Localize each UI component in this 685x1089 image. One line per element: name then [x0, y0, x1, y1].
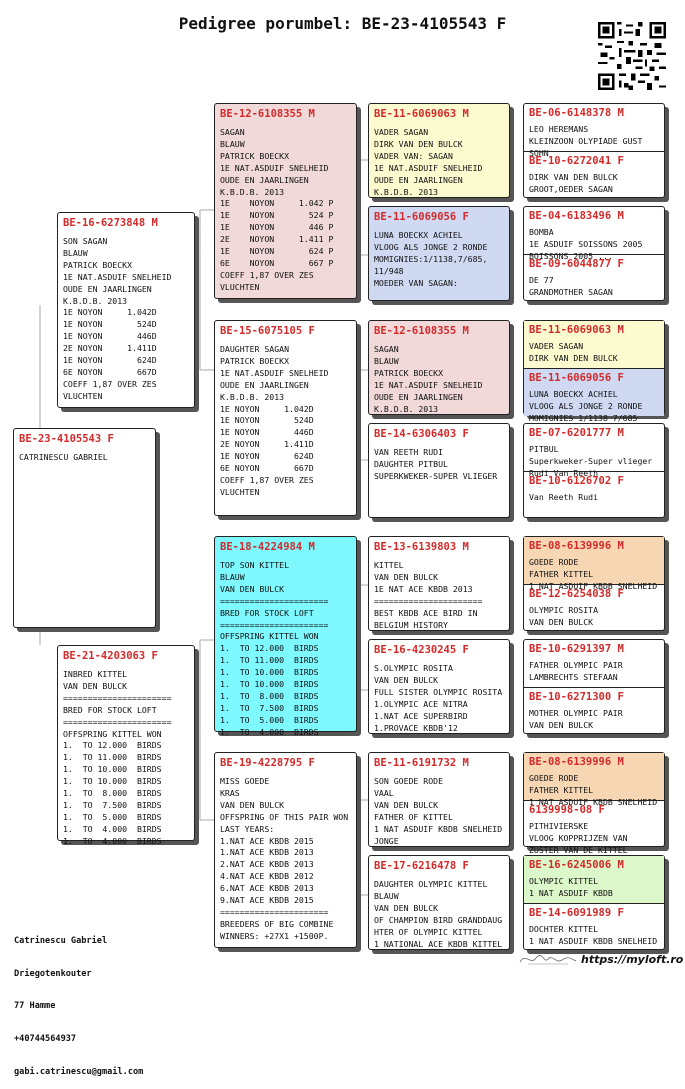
card-line: 4.NAT ACE KBDB 2012: [220, 871, 314, 882]
pedigree-card-father[interactable]: [57, 212, 195, 408]
pedigree-card-g3[interactable]: [524, 207, 664, 261]
pedigree-card-g9[interactable]: [524, 537, 664, 591]
card-line: VADER SAGAN: [374, 127, 429, 137]
owner-email[interactable]: gabi.catrinescu@gmail.com: [14, 1066, 144, 1077]
card-line: TOP SON KITTEL: [220, 560, 290, 570]
pedigree-card-mf[interactable]: [214, 536, 357, 737]
ring-number: BE-17-6216478 F: [374, 860, 469, 872]
card-line: 6.NAT ACE KBDB 2013: [220, 883, 314, 894]
card-line: DOCHTER KITTEL: [529, 924, 599, 934]
ring-number: BE-21-4203063 F: [63, 650, 158, 662]
ring-number: BE-14-6306403 F: [374, 428, 469, 440]
card-line: OLYMPIC KITTEL: [529, 876, 599, 886]
card-line: 1E ASDUIF SOISSONS 2005: [529, 238, 643, 249]
ring-number: BE-11-6069063 M: [374, 108, 469, 120]
card-line: 1. TO 10.000 BIRDS: [220, 679, 319, 690]
card-line: PITHIVIERSKE: [529, 821, 589, 831]
card-line: ======================: [220, 619, 329, 630]
card-line: 1. TO 5.000 BIRDS: [63, 811, 162, 822]
card-line: 1. TO 10.000 BIRDS: [220, 667, 319, 678]
card-line: BOISSONS 2005 ...: [529, 250, 613, 261]
card-line: MISS GOEDE: [220, 776, 270, 786]
pedigree-card-g15[interactable]: [524, 856, 664, 903]
card-line: 6E NOYON 667D: [63, 366, 157, 377]
card-line: OUDE EN JAARLINGEN: [63, 283, 152, 294]
card-line: 1. TO 10.000 BIRDS: [63, 764, 162, 775]
card-line: 1. TO 12.000 BIRDS: [220, 643, 319, 654]
pedigree-pair-3: [523, 320, 665, 423]
pedigree-pair-4: [523, 423, 665, 518]
card-line: ZUSTER VAN DE KITTEL: [529, 844, 628, 855]
card-line: GRANDMOTHER SAGAN: [529, 286, 613, 297]
ring-number: BE-12-6108355 M: [374, 325, 469, 337]
pedigree-card-mother[interactable]: [57, 645, 195, 846]
pedigree-card-mmf[interactable]: [368, 752, 510, 847]
card-line: SON SAGAN: [63, 236, 108, 246]
ring-number: BE-11-6069056 F: [374, 211, 469, 223]
owner-street: Driegotenkouter: [14, 968, 92, 979]
pedigree-card-fmm[interactable]: [368, 423, 510, 518]
card-line: 1. TO 12.000 BIRDS: [63, 740, 162, 751]
card-line: LUNA BOECKX ACHIEL: [374, 230, 463, 240]
card-line: 1. TO 8.000 BIRDS: [220, 690, 319, 701]
card-line: 1E NAT.ASDUIF SNELHEID: [63, 271, 172, 282]
ring-number: BE-15-6075105 F: [220, 325, 315, 337]
card-line: 1. TO 4.000 BIRDS: [63, 823, 162, 834]
card-line: VADER SAGAN: [529, 341, 584, 351]
card-line: VAN DEN BULCK: [63, 680, 128, 691]
card-line: 1.NAT ACE SUPERBIRD: [374, 710, 468, 721]
card-line: OFFSPRING OF THIS PAIR WON: [220, 811, 349, 822]
card-line: KLEINZOON OLYPIADE GUST: [529, 135, 643, 146]
card-line: OUDE EN JAARLINGEN: [374, 174, 463, 185]
card-line: 1E NOYON 624D: [63, 355, 157, 366]
card-line: 1. TO 11.000 BIRDS: [63, 752, 162, 763]
card-line: 1E NOYON 1.042D: [63, 307, 157, 318]
pedigree-card-subject[interactable]: [13, 428, 156, 628]
card-line: K.B.D.B. 2013: [63, 295, 128, 306]
card-line: LUNA BOECKX ACHIEL: [529, 389, 618, 399]
card-line: GOEDE RODE: [529, 773, 579, 783]
card-line: 1. TO 4.000 BIRDS: [63, 835, 162, 846]
card-line: VAN DEN BULCK: [220, 799, 285, 810]
ring-number: BE-11-6191732 M: [374, 757, 469, 769]
card-line: 6E NOYON 667 P: [220, 257, 334, 268]
card-line: BLAUW: [374, 890, 399, 901]
card-line: 1E NOYON 1.042 P: [220, 198, 334, 209]
card-line: PATRICK BOECKX: [220, 150, 290, 161]
card-line: GROOT,OEDER SAGAN: [529, 183, 613, 194]
card-line: VLOOG KOPPRIJZEN VAN: [529, 832, 628, 843]
pedigree-card-g10[interactable]: [524, 585, 664, 632]
card-line: DIRK VAN DEN BULCK: [529, 352, 618, 363]
card-line: FATHER OLYMPIC PAIR: [529, 660, 623, 670]
card-line: VAN DEN BULCK: [374, 799, 439, 810]
pedigree-card-g11[interactable]: [524, 640, 664, 687]
pedigree-card-g12[interactable]: [524, 688, 664, 735]
pedigree-card-mm[interactable]: [214, 752, 357, 948]
card-line: OFFSPRING KITTEL WON: [63, 728, 162, 739]
card-line: WINNERS: +27X1 +1500P.: [220, 930, 329, 941]
card-line: 1E NOYON 446D: [63, 331, 157, 342]
ring-number: BE-12-6108355 M: [220, 108, 315, 120]
card-line: 1. TO 5.000 BIRDS: [220, 714, 319, 725]
card-line: VLOOG ALS JONGE 2 RONDE: [374, 241, 488, 252]
ring-number: BE-10-6271300 F: [529, 691, 624, 703]
pedigree-card-g16[interactable]: [524, 904, 664, 951]
card-line: VAN DEN BULCK: [374, 674, 439, 685]
card-line: INBRED KITTEL: [63, 669, 128, 679]
card-line: 1E NAT.ASDUIF SNELHEID: [220, 162, 329, 173]
pedigree-card-g13[interactable]: [524, 753, 664, 807]
pedigree-card-mff[interactable]: [368, 536, 510, 631]
card-line: OFFSPRING KITTEL WON: [220, 631, 319, 642]
card-line: CATRINESCU GABRIEL: [19, 452, 108, 462]
card-line: ======================: [63, 716, 172, 727]
card-line: 1E NOYON 624D: [220, 451, 314, 462]
page-title: Pedigree porumbel: BE-23-4105543 F: [178, 14, 507, 33]
card-line: 1. TO 11.000 BIRDS: [220, 655, 319, 666]
ring-number: BE-14-6091989 F: [529, 907, 624, 919]
card-line: COEFF 1,87 OVER ZES: [63, 378, 157, 389]
card-line: ======================: [63, 692, 172, 703]
card-line: OUDE EN JAARLINGEN: [220, 379, 309, 390]
card-line: ======================: [220, 906, 329, 917]
ring-number: BE-10-6291397 M: [529, 643, 624, 655]
card-line: VLUCHTEN: [220, 486, 260, 497]
card-line: PATRICK BOECKX: [220, 355, 290, 366]
card-line: 1. TO 4.000 BIRDS: [220, 726, 319, 737]
card-line: SON GOEDE RODE: [374, 776, 444, 786]
card-line: VLUCHTEN: [220, 281, 260, 292]
card-line: 1E NOYON 524 P: [220, 210, 334, 221]
pedigree-pair-7: [523, 752, 665, 855]
card-line: OUDE EN JAARLINGEN: [220, 174, 309, 185]
card-line: 1E NOYON 624 P: [220, 246, 334, 257]
ring-number: BE-23-4105543 F: [19, 433, 114, 445]
card-line: VAN DEN BULCK: [374, 902, 439, 913]
ring-number: BE-09-6044877 F: [529, 258, 624, 270]
card-line: BLAUW: [220, 138, 245, 149]
card-line: 1. TO 7.500 BIRDS: [220, 702, 319, 713]
pedigree-card-fm[interactable]: [214, 320, 357, 516]
card-line: 1E NAT.ASDUIF SNELHEID: [374, 379, 483, 390]
owner-city: 77 Hamme: [14, 1001, 56, 1012]
pedigree-card-g2[interactable]: [524, 152, 664, 199]
card-line: K.B.D.B. 2013: [374, 403, 439, 414]
card-line: SAGAN: [220, 127, 245, 137]
card-line: FULL SISTER OLYMPIC ROSITA: [374, 686, 503, 697]
card-line: VADER VAN: SAGAN: [374, 150, 453, 161]
signature-icon: [518, 950, 578, 968]
pedigree-card-g7[interactable]: [524, 424, 664, 478]
ring-number: BE-13-6139803 M: [374, 541, 469, 553]
card-line: FATHER OF KITTEL: [374, 811, 453, 822]
card-line: DE 77: [529, 275, 554, 285]
card-line: VLUCHTEN: [63, 390, 103, 401]
card-line: BLAUW: [374, 355, 399, 366]
ring-number: BE-06-6148378 M: [529, 107, 624, 119]
card-line: OLYMPIC ROSITA: [529, 605, 599, 615]
card-line: VAN DEN BULCK: [529, 719, 594, 730]
card-line: 11/948: [374, 265, 404, 276]
ring-number: 6139998-08 F: [529, 804, 605, 816]
card-line: K.B.D.B. 2013: [220, 391, 285, 402]
pedigree-card-g4[interactable]: [524, 255, 664, 302]
pedigree-card-g5[interactable]: [524, 321, 664, 368]
card-line: DIRK VAN DEN BULCK: [374, 138, 463, 149]
card-line: SUPERKWEKER-SUPER VLIEGER: [374, 470, 498, 481]
card-line: 1E NOYON 524D: [220, 415, 314, 426]
card-line: HTER OF OLYMPIC KITTEL: [374, 926, 483, 937]
ring-number: BE-08-6139996 M: [529, 756, 624, 768]
card-line: GOEDE RODE: [529, 557, 579, 567]
ring-number: BE-16-6273848 M: [63, 217, 158, 229]
pedigree-pair-8: [523, 855, 665, 950]
card-line: PATRICK BOECKX: [374, 367, 444, 378]
website-link[interactable]: https://myloft.ro: [581, 953, 684, 966]
card-line: DAUGHTER SAGAN: [220, 344, 290, 354]
ring-number: BE-19-4228795 F: [220, 757, 315, 769]
card-line: 2E NOYON 1.411D: [220, 439, 314, 450]
card-line: BOMBA: [529, 227, 554, 237]
card-line: LAST YEARS:: [220, 823, 275, 834]
card-line: BELGIUM HISTORY: [374, 619, 448, 630]
card-line: BLAUW: [63, 247, 88, 258]
card-line: 1 NAT ASDUIF KBDB SNELHEID: [529, 935, 658, 946]
owner-phone: +40744564937: [14, 1033, 77, 1044]
card-line: 1.OLYMPIC ACE NITRA: [374, 698, 468, 709]
ring-number: BE-11-6069056 F: [529, 372, 624, 384]
card-line: 2E NOYON 1.411D: [63, 343, 157, 354]
card-line: FATHER KITTEL: [529, 568, 594, 579]
card-line: VAN DEN BULCK: [374, 571, 439, 582]
card-line: SOHN: [529, 147, 549, 158]
card-line: 1.NAT ACE KBDB 2015: [220, 835, 314, 846]
card-line: MOTHER OLYMPIC PAIR: [529, 708, 623, 718]
pedigree-card-g6[interactable]: [524, 369, 664, 423]
card-line: DAUGHTER PITBUL: [374, 458, 448, 469]
card-line: BRED FOR STOCK LOFT: [220, 607, 314, 618]
card-line: 1 NAT ASDUIF KBDB SNELHEID: [529, 796, 658, 807]
card-line: K.B.D.B. 2013: [220, 186, 285, 197]
card-line: 1E NAT.ASDUIF SNELHEID: [220, 367, 329, 378]
owner-contact-block: [14, 914, 143, 1089]
ring-number: BE-12-6254038 F: [529, 588, 624, 600]
ring-number: BE-04-6183496 M: [529, 210, 624, 222]
card-line: SAGAN: [374, 344, 399, 354]
card-line: 1E NAT ACE KBDB 2013: [374, 583, 473, 594]
card-line: LEO HEREMANS: [529, 124, 589, 134]
card-line: PITBUL: [529, 444, 559, 454]
card-line: 9.NAT ACE KBDB 2015: [220, 895, 314, 906]
card-line: 1E NOYON 1.042D: [220, 403, 314, 414]
card-line: FATHER KITTEL: [529, 784, 594, 795]
card-line: MOMIGNIES:1/1138,7/685,: [374, 253, 488, 264]
card-line: COEFF 1,87 OVER ZES: [220, 474, 314, 485]
card-line: 1 NAT ASDUIF KBDB: [529, 887, 613, 898]
card-line: 2.NAT ACE KBDB 2013: [220, 859, 314, 870]
card-line: DAUGHTER OLYMPIC KITTEL: [374, 879, 488, 889]
card-line: 6E NOYON 667D: [220, 463, 314, 474]
card-line: 1.NAT ACE KBDB 2013: [220, 847, 314, 858]
pedigree-card-ff[interactable]: [214, 103, 357, 299]
card-line: VAN DEN BULCK: [220, 583, 285, 594]
card-line: VLOOG ALS JONGE 2 RONDE: [529, 400, 643, 411]
card-line: MOMIGNIES 1/1138 7/685: [529, 412, 638, 423]
ring-number: BE-10-6126702 F: [529, 475, 624, 487]
card-line: Superkweker-Super vlieger: [529, 455, 653, 466]
card-line: KRAS: [220, 787, 240, 798]
card-line: OF CHAMPION BIRD GRANDDAUG: [374, 914, 503, 925]
card-line: VAAL: [374, 787, 394, 798]
pedigree-pair-1: [523, 103, 665, 198]
owner-name: Catrinescu Gabriel: [14, 935, 108, 946]
card-line: Rudi Van Reeth: [529, 467, 599, 478]
ring-number: BE-07-6201777 M: [529, 427, 624, 439]
card-line: 1 NAT ASDUIF KBDB SNELHEID: [529, 580, 658, 591]
pedigree-card-g1[interactable]: [524, 104, 664, 158]
pedigree-pair-6: [523, 639, 665, 734]
card-line: VAN REETH RUDI: [374, 447, 444, 457]
card-line: 1 NAT ASDUIF KBDB SNELHEID: [374, 823, 503, 834]
card-line: MOEDER VAN SAGAN:: [374, 277, 458, 288]
pedigree-pair-2: [523, 206, 665, 301]
card-line: 1 NATIONAL ACE KBDB KITTEL: [374, 938, 503, 949]
card-line: K.B.D.B. 2013: [374, 186, 439, 197]
pedigree-pair-5: [523, 536, 665, 631]
card-line: COEFF 1,87 OVER ZES: [220, 269, 314, 280]
card-line: JONGE: [374, 835, 399, 846]
card-line: BREEDERS OF BIG COMBINE: [220, 918, 334, 929]
card-line: BEST KBDB ACE BIRD IN: [374, 607, 478, 618]
card-line: ======================: [220, 595, 329, 606]
card-line: S.OLYMPIC ROSITA: [374, 663, 453, 673]
card-line: 1. TO 8.000 BIRDS: [63, 788, 162, 799]
card-line: 1.PROVACE KBDB'12: [374, 722, 458, 733]
pedigree-card-mmm[interactable]: [368, 855, 510, 950]
pedigree-card-fmf[interactable]: [368, 320, 510, 415]
card-line: ======================: [374, 595, 483, 606]
card-line: VAN DEN BULCK: [529, 616, 594, 627]
pedigree-card-g14[interactable]: [524, 801, 664, 855]
card-line: 1E NOYON 446D: [220, 427, 314, 438]
card-line: 1. TO 10.000 BIRDS: [63, 776, 162, 787]
card-line: OUDE EN JAARLINGEN: [374, 391, 463, 402]
card-line: 1. TO 7.500 BIRDS: [63, 799, 162, 810]
pedigree-card-fff[interactable]: [368, 103, 510, 198]
card-line: 1E NOYON 524D: [63, 319, 157, 330]
ring-number: BE-16-6245006 M: [529, 859, 624, 871]
card-line: 2E NOYON 1.411 P: [220, 234, 334, 245]
pedigree-card-g8[interactable]: [524, 472, 664, 519]
card-line: 1E NOYON 446 P: [220, 222, 334, 233]
card-line: Van Reeth Rudi: [529, 492, 599, 502]
ring-number: BE-08-6139996 M: [529, 540, 624, 552]
card-line: BRED FOR STOCK LOFT: [63, 704, 157, 715]
card-line: KITTEL: [374, 560, 404, 570]
card-line: 1E NAT.ASDUIF SNELHEID: [374, 162, 483, 173]
pedigree-card-ffm[interactable]: [368, 206, 510, 301]
ring-number: BE-10-6272041 F: [529, 155, 624, 167]
ring-number: BE-11-6069063 M: [529, 324, 624, 336]
ring-number: BE-18-4224984 M: [220, 541, 315, 553]
card-line: PATRICK BOECKX: [63, 259, 133, 270]
card-line: DIRK VAN DEN BULCK: [529, 172, 618, 182]
ring-number: BE-16-4230245 F: [374, 644, 469, 656]
card-line: LAMBRECHTS STEFAAN: [529, 671, 618, 682]
card-line: BLAUW: [220, 571, 245, 582]
pedigree-card-mfm[interactable]: [368, 639, 510, 734]
